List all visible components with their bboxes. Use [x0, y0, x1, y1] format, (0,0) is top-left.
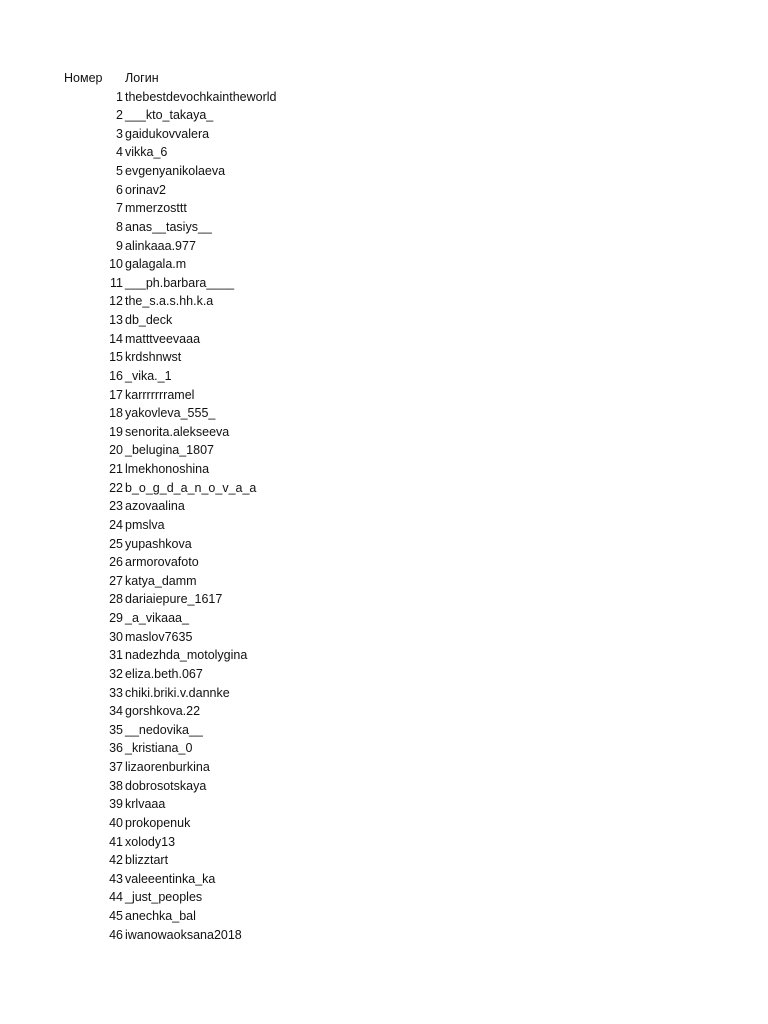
row-number: 44: [109, 890, 123, 905]
table-row: [0, 460, 768, 479]
row-login: yakovleva_555_: [125, 406, 216, 421]
row-login: armorovafoto: [125, 555, 199, 570]
table-row: [0, 814, 768, 833]
row-login: the_s.a.s.hh.k.a: [125, 294, 214, 309]
row-login: chiki.briki.v.dannke: [125, 685, 230, 700]
table-row: [0, 870, 768, 889]
row-login: ___kto_takaya_: [125, 108, 214, 123]
table-row: [0, 255, 768, 274]
table-row: [0, 162, 768, 181]
row-login: lmekhonoshina: [125, 462, 210, 476]
table-row: [0, 404, 768, 423]
table-header: [0, 69, 768, 87]
row-number: 26: [109, 555, 123, 570]
table-row: [0, 907, 768, 926]
row-number: 18: [109, 406, 123, 421]
row-login: krdshnwst: [125, 350, 182, 365]
table-row: [0, 125, 768, 144]
row-number: 14: [109, 331, 123, 346]
row-number: 38: [109, 778, 123, 793]
row-number: 19: [109, 424, 123, 439]
row-number: 11: [110, 275, 123, 290]
row-login: karrrrrrramel: [125, 387, 195, 402]
table-row: [0, 441, 768, 460]
row-login: xolody13: [125, 834, 176, 849]
row-number: 20: [109, 443, 123, 458]
table-row: [0, 88, 768, 107]
row-number: 30: [109, 629, 123, 644]
row-login: senorita.alekseeva: [125, 424, 230, 439]
row-number: 28: [109, 592, 123, 607]
table-row: [0, 795, 768, 814]
table-row: [0, 330, 768, 349]
column-header-number: Номер: [64, 71, 103, 85]
row-login: thebestdevochkaintheworld: [125, 89, 277, 104]
row-number: 29: [109, 611, 123, 625]
row-login: nadezhda_motolygina: [125, 648, 248, 663]
row-login: matttveevaaa: [125, 331, 201, 346]
table-row: [0, 106, 768, 125]
table-row: [0, 926, 768, 945]
table-row: [0, 721, 768, 740]
table-row: [0, 665, 768, 684]
row-number: 40: [109, 815, 123, 830]
row-number: 10: [109, 257, 123, 272]
row-number: 32: [109, 666, 123, 681]
table-row: [0, 423, 768, 442]
row-number: 41: [109, 834, 123, 849]
row-login: galagala.m: [125, 257, 187, 272]
row-login: pmslva: [125, 517, 165, 532]
row-login: mmerzosttt: [125, 201, 187, 216]
table-row: [0, 777, 768, 796]
row-number: 4: [116, 145, 123, 160]
row-number: 23: [109, 499, 123, 514]
row-login: _kristiana_0: [125, 741, 193, 756]
login-list: [0, 88, 768, 945]
table-row: [0, 609, 768, 628]
table-row: [0, 218, 768, 237]
row-number: 39: [109, 797, 123, 812]
row-number: 16: [109, 368, 123, 383]
row-number: 46: [109, 927, 123, 942]
row-login: blizztart: [125, 853, 169, 868]
row-number: 31: [109, 648, 123, 663]
row-number: 37: [109, 760, 123, 774]
table-row: [0, 516, 768, 535]
row-number: 8: [116, 219, 123, 234]
row-number: 5: [116, 164, 123, 178]
row-login: dariaiepure_1617: [125, 592, 223, 607]
row-login: yupashkova: [125, 536, 192, 551]
table-row: [0, 367, 768, 386]
row-number: 17: [109, 387, 123, 402]
row-login: lizaorenburkina: [125, 760, 210, 774]
row-number: 42: [109, 853, 123, 868]
row-number: 33: [109, 685, 123, 700]
table-row: [0, 628, 768, 647]
table-row: [0, 386, 768, 405]
row-login: b_o_g_d_a_n_o_v_a_a: [125, 480, 257, 495]
column-header-login: Логин: [125, 71, 159, 85]
table-row: [0, 181, 768, 200]
table-row: [0, 646, 768, 665]
row-number: 3: [116, 126, 123, 141]
row-login: _a_vikaaa_: [125, 611, 189, 625]
row-login: valeeentinka_ka: [125, 871, 216, 886]
row-number: 43: [109, 871, 123, 886]
table-row: [0, 237, 768, 256]
row-login: ___ph.barbara____: [125, 275, 235, 290]
row-number: 21: [109, 462, 123, 476]
table-row: [0, 684, 768, 703]
row-number: 27: [109, 573, 123, 588]
row-number: 36: [109, 741, 123, 756]
row-number: 12: [109, 294, 123, 309]
table-row: [0, 199, 768, 218]
table-row: [0, 702, 768, 721]
table-row: [0, 143, 768, 162]
table-row: [0, 311, 768, 330]
row-login: anas__tasiys__: [125, 219, 212, 234]
table-row: [0, 479, 768, 498]
row-number: 9: [116, 238, 123, 253]
table-row: [0, 274, 768, 293]
row-login: azovaalina: [125, 499, 185, 514]
row-number: 25: [109, 536, 123, 551]
row-number: 6: [116, 182, 123, 197]
row-number: 13: [109, 313, 123, 327]
row-login: evgenyanikolaeva: [125, 164, 226, 178]
row-login: _belugina_1807: [125, 443, 214, 458]
row-login: orinav2: [125, 182, 166, 197]
table-row: [0, 535, 768, 554]
table-row: [0, 758, 768, 777]
row-number: 1: [116, 89, 123, 104]
row-login: iwanowaoksana2018: [125, 927, 242, 942]
row-login: krlvaaa: [125, 797, 166, 812]
row-number: 45: [109, 909, 123, 923]
row-login: __nedovika__: [125, 722, 203, 737]
table-row: [0, 851, 768, 870]
row-number: 15: [109, 350, 123, 365]
table-row: [0, 348, 768, 367]
table-row: [0, 833, 768, 852]
row-login: eliza.beth.067: [125, 666, 203, 681]
table-row: [0, 497, 768, 516]
row-number: 2: [116, 108, 123, 123]
row-login: _just_peoples: [125, 890, 203, 905]
row-number: 34: [109, 704, 123, 719]
row-login: dobrosotskaya: [125, 778, 207, 793]
table-row: [0, 553, 768, 572]
row-login: anechka_bal: [125, 909, 196, 923]
row-login: katya_damm: [125, 573, 197, 588]
row-login: maslov7635: [125, 629, 193, 644]
row-login: _vika._1: [125, 368, 172, 383]
row-number: 22: [109, 480, 123, 495]
table-row: [0, 572, 768, 591]
row-login: db_deck: [125, 313, 173, 327]
table-row: [0, 292, 768, 311]
row-login: alinkaaa.977: [125, 238, 196, 253]
row-login: prokopenuk: [125, 815, 191, 830]
row-login: gaidukovvalera: [125, 126, 210, 141]
table-row: [0, 888, 768, 907]
row-login: vikka_6: [125, 145, 168, 160]
row-login: gorshkova.22: [125, 704, 201, 719]
table-row: [0, 590, 768, 609]
table-row: [0, 739, 768, 758]
row-number: 7: [116, 201, 123, 216]
row-number: 35: [109, 722, 123, 737]
row-number: 24: [109, 517, 123, 532]
